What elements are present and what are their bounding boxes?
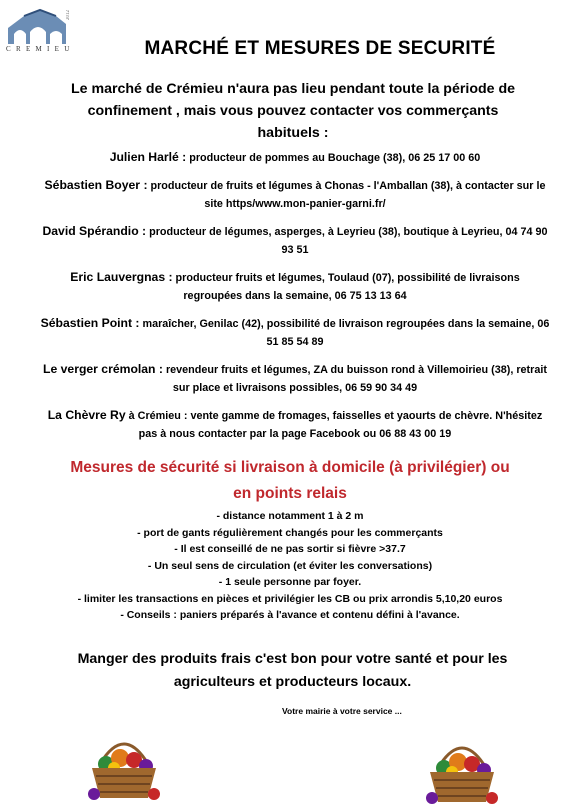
producer-entry (40, 176, 550, 213)
measure-item: - port de gants régulièrement changés pour les commerçants (137, 526, 443, 539)
producer-name: Sébastien Point : (40, 316, 140, 330)
page-title: MARCHÉ ET MESURES DE SECURITÉ (144, 38, 496, 59)
measure-item: - Un seul sens de circulation (et éviter les conversations) (147, 559, 433, 572)
logo-text: CREMIEU (6, 45, 75, 53)
producer-list (40, 148, 550, 452)
signature: Votre mairie à votre service ... (282, 706, 402, 716)
producer-name: Julien Harlé : (109, 150, 187, 164)
intro-text: Le marché de Crémieu n'aura pas lieu pendant toute la période de confinement , mais vous pouvez contacter vos commerçants habituels : (70, 81, 516, 141)
producer-entry (40, 360, 550, 397)
producer-name: La Chèvre Ry (47, 408, 126, 422)
producer-details: producteur de légumes, asperges, à Leyrieu (38), boutique à Leyrieu, 04 74 90 93 51 (146, 226, 548, 256)
producer-entry (40, 148, 550, 167)
measure-item: - limiter les transactions en pièces et privilégier les CB ou prix arrondis 5,10,20 euros (77, 592, 503, 605)
producer-name: Eric Lauvergnas : (70, 270, 173, 284)
measures-list (40, 508, 540, 624)
measure-item: - distance notamment 1 à 2 m (216, 510, 364, 522)
producer-entry (40, 268, 550, 305)
producer-details: producteur fruits et légumes, Toulaud (07), possibilité de livraisons regroupées dans la semaine, 06 75 13 13 64 (172, 272, 520, 302)
producer-entry (40, 314, 550, 351)
measure-item: - Il est conseillé de ne pas sortir si fièvre >37.7 (174, 543, 406, 555)
measure-item: - Conseils : paniers préparés à l'avance et contenu défini à l'avance. (120, 609, 460, 621)
logo-year: 2012 (66, 10, 71, 20)
producer-entry (40, 406, 550, 443)
producer-details: producteur de pommes au Bouchage (38), 06 25 17 00 60 (186, 152, 481, 164)
outro-text: Manger des produits frais c'est bon pour votre santé et pour les agriculteurs et producteurs locaux. (77, 651, 508, 690)
vegetable-basket-icon (422, 732, 502, 807)
producer-entry (40, 222, 550, 259)
producer-details: producteur de fruits et légumes à Chonas - l'Amballan (38), à contacter sur le site https/www.mon-panier-garni.fr/ (147, 180, 546, 210)
producer-name: David Spérandio : (42, 224, 147, 238)
producer-name: Le verger crémolan : (43, 362, 163, 376)
vegetable-basket-icon (84, 728, 164, 803)
producer-details: à Crémieu : vente gamme de fromages, faisselles et yaourts de chèvre. N'hésitez pas à nous contacter par la page Facebook ou 06 88 43 00 19 (125, 410, 543, 440)
measure-item: - 1 seule personne par foyer. (218, 576, 362, 588)
measures-title: Mesures de sécurité si livraison à domicile (à privilégier) ou en points relais (70, 459, 510, 502)
producer-details: revendeur fruits et légumes, ZA du buisson rond à Villemoirieu (38), retrait sur place et livraisons possibles, 06 59 90 34 49 (162, 364, 547, 394)
producer-name: Sébastien Boyer : (44, 178, 148, 192)
producer-details: maraîcher, Genilac (42), possibilité de livraison regroupées dans la semaine, 06 51 85 54 89 (139, 318, 550, 348)
